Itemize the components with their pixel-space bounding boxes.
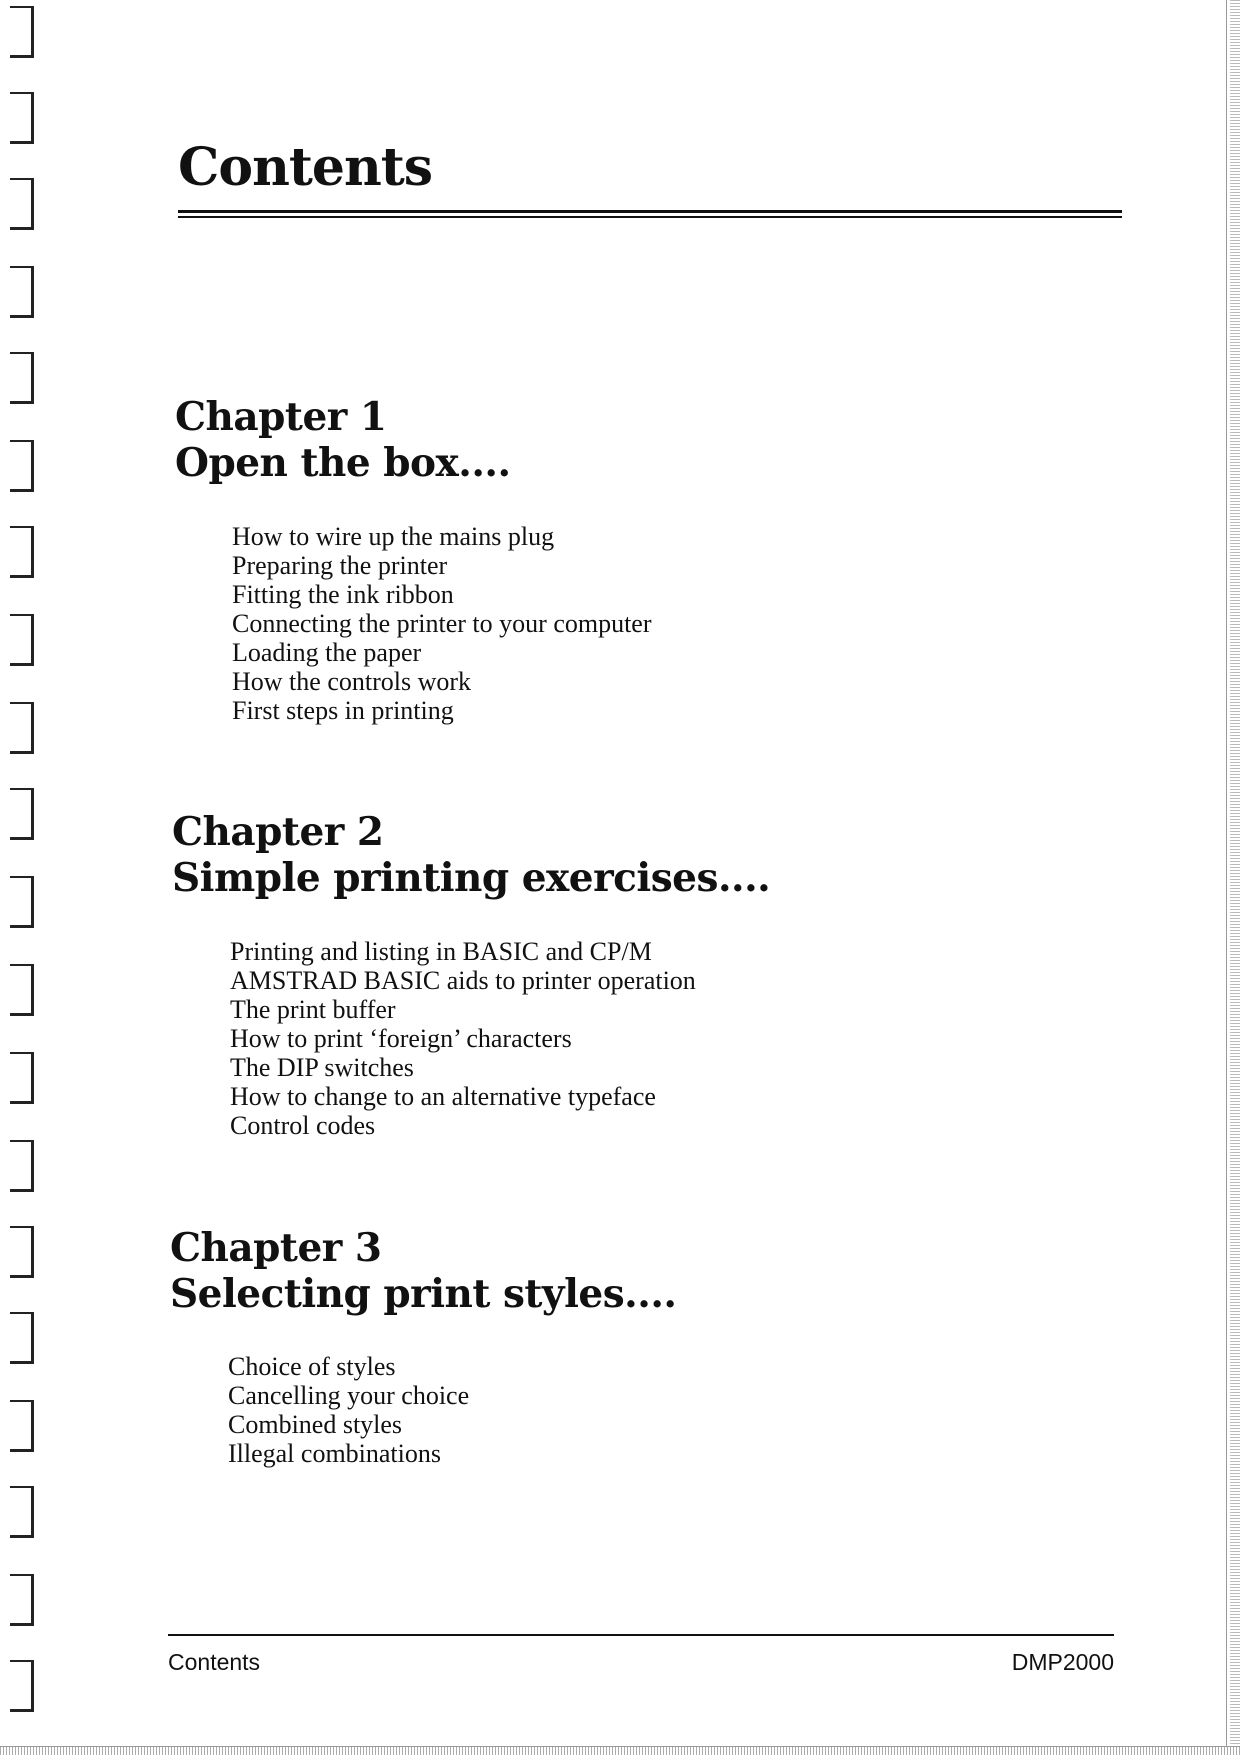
list-item: Control codes: [230, 1111, 376, 1140]
chapter-3-heading: [170, 1225, 677, 1317]
list-item: Illegal combinations: [228, 1439, 442, 1468]
list-item: First steps in printing: [232, 696, 454, 725]
binding-mark: [10, 1312, 34, 1364]
binding-mark: [10, 92, 34, 144]
scan-edge-bottom: [0, 1746, 1240, 1755]
list-item: The print buffer: [230, 995, 396, 1024]
title-double-rule: [178, 210, 1122, 218]
binding-mark: [10, 526, 34, 578]
binding-mark: [10, 964, 34, 1016]
chapter-number: Chapter 3: [170, 1225, 382, 1271]
binding-mark: [10, 1486, 34, 1538]
list-item: How to change to an alternative typeface: [230, 1082, 656, 1111]
list-item: Printing and listing in BASIC and CP/M: [230, 937, 652, 966]
list-item: AMSTRAD BASIC aids to printer operation: [230, 966, 696, 995]
binding-mark: [10, 1400, 34, 1452]
binding-mark: [10, 178, 34, 230]
list-item: How the controls work: [232, 667, 472, 696]
binding-mark: [10, 1660, 34, 1712]
list-item: Cancelling your choice: [228, 1381, 470, 1410]
binding-mark: [10, 6, 34, 58]
footer-section-label: Contents: [168, 1649, 261, 1675]
scan-edge-right: [1230, 0, 1240, 1755]
list-item: How to print ‘foreign’ characters: [230, 1024, 572, 1053]
page-title: Contents: [178, 137, 433, 198]
chapter-2-topic-list: [230, 937, 696, 1140]
spiral-binding: [0, 0, 60, 1755]
list-item: How to wire up the mains plug: [232, 522, 555, 551]
binding-mark: [10, 266, 34, 318]
chapter-title: Simple printing exercises....: [172, 855, 771, 901]
list-item: Preparing the printer: [232, 551, 448, 580]
footer-rule: [168, 1634, 1114, 1636]
binding-mark: [10, 876, 34, 928]
list-item: Fitting the ink ribbon: [232, 580, 454, 609]
list-item: Choice of styles: [228, 1352, 396, 1381]
binding-mark: [10, 1226, 34, 1278]
chapter-2-heading: [172, 809, 770, 901]
chapter-title: Open the box....: [175, 440, 511, 486]
list-item: Connecting the printer to your computer: [232, 609, 652, 638]
binding-mark: [10, 702, 34, 754]
binding-mark: [10, 788, 34, 840]
binding-mark: [10, 1140, 34, 1192]
chapter-number: Chapter 1: [175, 394, 387, 440]
chapter-number: Chapter 2: [172, 809, 384, 855]
binding-mark: [10, 440, 34, 492]
binding-mark: [10, 352, 34, 404]
list-item: The DIP switches: [230, 1053, 414, 1082]
footer-product-label: DMP2000: [1011, 1649, 1114, 1675]
chapter-title: Selecting print styles....: [170, 1271, 677, 1317]
list-item: Loading the paper: [232, 638, 422, 667]
binding-mark: [10, 1574, 34, 1626]
binding-mark: [10, 614, 34, 666]
list-item: Combined styles: [228, 1410, 403, 1439]
chapter-3-topic-list: [228, 1352, 469, 1468]
chapter-1-topic-list: [232, 522, 652, 725]
binding-mark: [10, 1052, 34, 1104]
chapter-1-heading: [175, 394, 511, 486]
